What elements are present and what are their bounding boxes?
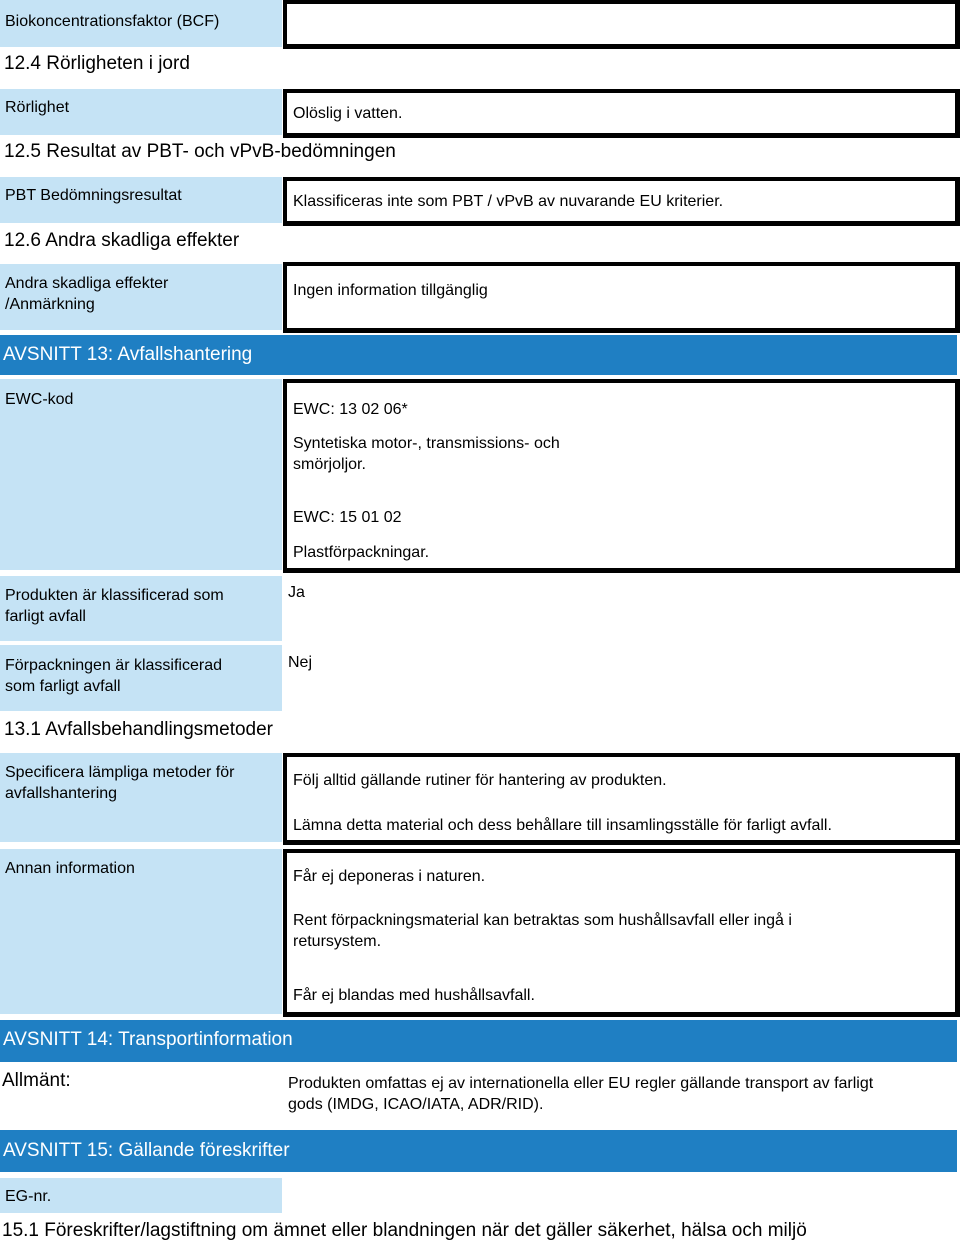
section-12-5-title: 12.5 Resultat av PBT- och vPvB-bedömningen — [4, 141, 396, 162]
other-effects-value: Ingen information tillgänglig — [293, 282, 488, 299]
hazardous-waste-value: Ja — [288, 584, 305, 601]
transport-general-value: Produkten omfattas ej av internationella eller EU regler gällande transport av farligt gods (IMDG, ICAO/IATA, ADR/RID). — [288, 1075, 874, 1113]
hazardous-waste-label: Produkten är klassificerad som farligt avfall — [0, 576, 282, 641]
section-15-1-title: 15.1 Föreskrifter/lagstiftning om ämnet eller blandningen när det gäller säkerhet, hälsa och miljö — [2, 1220, 807, 1241]
methods-line-1: Följ alltid gällande rutiner för hantering av produkten. — [293, 772, 667, 789]
methods-label: Specificera lämpliga metoder för avfallshantering — [0, 753, 282, 842]
section-14-header: AVSNITT 14: Transportinformation — [0, 1020, 957, 1062]
transport-general-label: Allmänt: — [2, 1070, 71, 1091]
mobility-label: Rörlighet — [0, 89, 282, 135]
other-info-line-1: Får ej deponeras i naturen. — [293, 868, 486, 885]
ewc2-description: Plastförpackningar. — [293, 544, 430, 561]
methods-value-box — [283, 753, 960, 845]
other-info-value-box — [283, 849, 960, 1017]
pbt-value-box — [283, 177, 960, 226]
section-15-header: AVSNITT 15: Gällande föreskrifter — [0, 1130, 957, 1172]
bcf-label: Biokoncentrationsfaktor (BCF) — [0, 0, 282, 47]
pbt-value: Klassificeras inte som PBT / vPvB av nuvarande EU kriterier. — [293, 193, 724, 210]
packaging-label: Förpackningen är klassificerad som farligt avfall — [0, 645, 282, 711]
pbt-label: PBT Bedömningsresultat — [0, 177, 282, 223]
methods-line-2: Lämna detta material och dess behållare till insamlingsställe för farligt avfall. — [293, 817, 832, 834]
ewc1-description: Syntetiska motor-, transmissions- och smörjoljor. — [293, 435, 560, 473]
other-info-line-2: Rent förpackningsmaterial kan betraktas som hushållsavfall eller ingå i retursystem. — [293, 912, 792, 950]
ewc1-code: EWC: 13 02 06* — [293, 401, 408, 418]
other-info-label: Annan information — [0, 849, 282, 1014]
mobility-value: Olöslig i vatten. — [293, 105, 403, 122]
other-effects-value-box — [283, 262, 960, 333]
section-13-header: AVSNITT 13: Avfallshantering — [0, 335, 957, 375]
other-effects-label: Andra skadliga effekter /Anmärkning — [0, 264, 282, 330]
ewc-value-box — [283, 379, 960, 573]
eg-number-label: EG-nr. — [0, 1178, 282, 1213]
packaging-value: Nej — [288, 654, 313, 671]
section-13-1-title: 13.1 Avfallsbehandlingsmetoder — [4, 719, 274, 740]
section-12-4-title: 12.4 Rörligheten i jord — [4, 53, 190, 74]
ewc-label: EWC-kod — [0, 379, 282, 570]
ewc2-code: EWC: 15 01 02 — [293, 509, 402, 526]
bcf-value-box — [283, 0, 960, 49]
section-12-6-title: 12.6 Andra skadliga effekter — [4, 230, 240, 251]
mobility-value-box — [283, 89, 960, 138]
other-info-line-3: Får ej blandas med hushållsavfall. — [293, 987, 535, 1004]
